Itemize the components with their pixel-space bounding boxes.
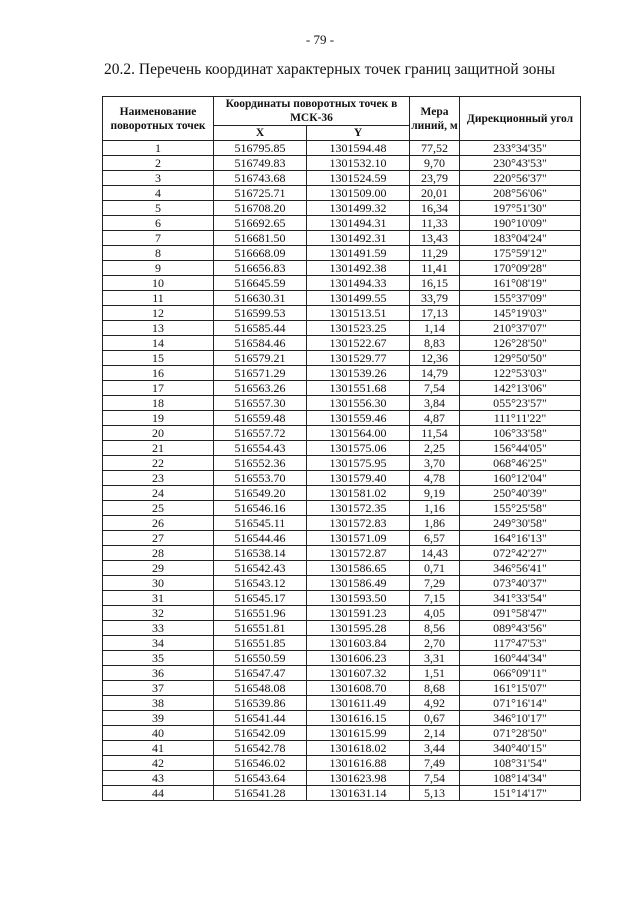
cell-x: 516541.28 — [214, 786, 307, 801]
table-row — [103, 336, 581, 351]
cell-angle: 117°47'53" — [460, 636, 581, 651]
cell-length: 0,71 — [410, 561, 460, 576]
cell-point: 29 — [103, 561, 214, 576]
cell-x: 516546.02 — [214, 756, 307, 771]
cell-x: 516749.83 — [214, 156, 307, 171]
cell-angle: 155°25'58" — [460, 501, 581, 516]
table-row — [103, 231, 581, 246]
cell-x: 516692.65 — [214, 216, 307, 231]
cell-length: 3,44 — [410, 741, 460, 756]
table-row — [103, 501, 581, 516]
cell-length: 4,05 — [410, 606, 460, 621]
cell-angle: 111°11'22" — [460, 411, 581, 426]
cell-y: 1301631.14 — [307, 786, 410, 801]
table-row — [103, 141, 581, 156]
table-row — [103, 411, 581, 426]
cell-angle: 126°28'50" — [460, 336, 581, 351]
header-coordinates: Координаты поворотных точек в МСК-36 — [214, 97, 410, 126]
table-row — [103, 621, 581, 636]
cell-angle: 055°23'57" — [460, 396, 581, 411]
cell-point: 32 — [103, 606, 214, 621]
cell-x: 516542.78 — [214, 741, 307, 756]
cell-angle: 091°58'47" — [460, 606, 581, 621]
table-row — [103, 456, 581, 471]
cell-point: 43 — [103, 771, 214, 786]
cell-x: 516547.47 — [214, 666, 307, 681]
cell-x: 516542.43 — [214, 561, 307, 576]
cell-length: 9,19 — [410, 486, 460, 501]
cell-angle: 164°16'13" — [460, 531, 581, 546]
cell-y: 1301575.95 — [307, 456, 410, 471]
table-row — [103, 771, 581, 786]
cell-y: 1301492.38 — [307, 261, 410, 276]
cell-angle: 071°28'50" — [460, 726, 581, 741]
cell-point: 26 — [103, 516, 214, 531]
cell-point: 11 — [103, 291, 214, 306]
cell-length: 7,15 — [410, 591, 460, 606]
table-row — [103, 471, 581, 486]
cell-point: 28 — [103, 546, 214, 561]
cell-x: 516559.48 — [214, 411, 307, 426]
table-row — [103, 726, 581, 741]
cell-length: 1,16 — [410, 501, 460, 516]
header-y: Y — [307, 126, 410, 141]
cell-point: 4 — [103, 186, 214, 201]
cell-x: 516545.11 — [214, 516, 307, 531]
cell-point: 35 — [103, 651, 214, 666]
cell-point: 5 — [103, 201, 214, 216]
cell-angle: 145°19'03" — [460, 306, 581, 321]
cell-angle: 072°42'27" — [460, 546, 581, 561]
cell-y: 1301586.65 — [307, 561, 410, 576]
cell-angle: 183°04'24" — [460, 231, 581, 246]
cell-point: 36 — [103, 666, 214, 681]
cell-y: 1301513.51 — [307, 306, 410, 321]
cell-point: 39 — [103, 711, 214, 726]
cell-y: 1301572.87 — [307, 546, 410, 561]
cell-y: 1301564.00 — [307, 426, 410, 441]
cell-x: 516553.70 — [214, 471, 307, 486]
cell-length: 11,29 — [410, 246, 460, 261]
table-row — [103, 786, 581, 801]
cell-angle: 170°09'28" — [460, 261, 581, 276]
cell-angle: 142°13'06" — [460, 381, 581, 396]
cell-angle: 161°15'07" — [460, 681, 581, 696]
cell-y: 1301572.35 — [307, 501, 410, 516]
table-row — [103, 306, 581, 321]
header-point-name: Наименование поворотных точек — [103, 97, 214, 141]
cell-y: 1301608.70 — [307, 681, 410, 696]
cell-x: 516550.59 — [214, 651, 307, 666]
table-row — [103, 171, 581, 186]
table-row — [103, 321, 581, 336]
cell-length: 1,14 — [410, 321, 460, 336]
cell-y: 1301593.50 — [307, 591, 410, 606]
cell-y: 1301606.23 — [307, 651, 410, 666]
cell-x: 516551.96 — [214, 606, 307, 621]
cell-angle: 156°44'05" — [460, 441, 581, 456]
cell-length: 33,79 — [410, 291, 460, 306]
cell-length: 3,70 — [410, 456, 460, 471]
table-row — [103, 486, 581, 501]
cell-length: 3,84 — [410, 396, 460, 411]
cell-angle: 230°43'53" — [460, 156, 581, 171]
cell-x: 516584.46 — [214, 336, 307, 351]
cell-y: 1301499.32 — [307, 201, 410, 216]
cell-y: 1301492.31 — [307, 231, 410, 246]
cell-length: 5,13 — [410, 786, 460, 801]
cell-point: 41 — [103, 741, 214, 756]
cell-length: 16,34 — [410, 201, 460, 216]
cell-length: 4,87 — [410, 411, 460, 426]
cell-y: 1301611.49 — [307, 696, 410, 711]
cell-angle: 160°12'04" — [460, 471, 581, 486]
cell-length: 1,51 — [410, 666, 460, 681]
cell-x: 516681.50 — [214, 231, 307, 246]
table-row — [103, 741, 581, 756]
cell-point: 42 — [103, 756, 214, 771]
cell-x: 516548.08 — [214, 681, 307, 696]
cell-x: 516544.46 — [214, 531, 307, 546]
cell-y: 1301494.33 — [307, 276, 410, 291]
cell-angle: 210°37'07" — [460, 321, 581, 336]
cell-point: 30 — [103, 576, 214, 591]
cell-length: 13,43 — [410, 231, 460, 246]
cell-x: 516552.36 — [214, 456, 307, 471]
cell-point: 1 — [103, 141, 214, 156]
cell-y: 1301607.32 — [307, 666, 410, 681]
cell-x: 516725.71 — [214, 186, 307, 201]
cell-x: 516585.44 — [214, 321, 307, 336]
table-row — [103, 756, 581, 771]
cell-angle: 066°09'11" — [460, 666, 581, 681]
page-number: - 79 - — [305, 32, 335, 47]
cell-x: 516549.20 — [214, 486, 307, 501]
cell-y: 1301616.15 — [307, 711, 410, 726]
cell-x: 516551.81 — [214, 621, 307, 636]
cell-y: 1301523.25 — [307, 321, 410, 336]
cell-x: 516579.21 — [214, 351, 307, 366]
table-row — [103, 261, 581, 276]
cell-x: 516743.68 — [214, 171, 307, 186]
cell-point: 25 — [103, 501, 214, 516]
cell-y: 1301532.10 — [307, 156, 410, 171]
cell-point: 24 — [103, 486, 214, 501]
cell-x: 516795.85 — [214, 141, 307, 156]
table-row — [103, 426, 581, 441]
cell-angle: 160°44'34" — [460, 651, 581, 666]
cell-point: 31 — [103, 591, 214, 606]
table-row — [103, 711, 581, 726]
cell-y: 1301551.68 — [307, 381, 410, 396]
cell-y: 1301581.02 — [307, 486, 410, 501]
cell-point: 10 — [103, 276, 214, 291]
cell-length: 11,33 — [410, 216, 460, 231]
cell-angle: 346°56'41" — [460, 561, 581, 576]
header-direction-angle: Дирекционный угол — [460, 97, 581, 141]
cell-length: 8,56 — [410, 621, 460, 636]
cell-y: 1301579.40 — [307, 471, 410, 486]
cell-y: 1301595.28 — [307, 621, 410, 636]
cell-angle: 089°43'56" — [460, 621, 581, 636]
cell-point: 37 — [103, 681, 214, 696]
table-row — [103, 576, 581, 591]
table-row — [103, 516, 581, 531]
cell-y: 1301615.99 — [307, 726, 410, 741]
table-row — [103, 186, 581, 201]
cell-point: 2 — [103, 156, 214, 171]
cell-point: 22 — [103, 456, 214, 471]
cell-length: 16,15 — [410, 276, 460, 291]
cell-point: 16 — [103, 366, 214, 381]
cell-length: 2,25 — [410, 441, 460, 456]
cell-y: 1301616.88 — [307, 756, 410, 771]
cell-angle: 340°40'15" — [460, 741, 581, 756]
table-row — [103, 276, 581, 291]
cell-length: 7,49 — [410, 756, 460, 771]
cell-y: 1301556.30 — [307, 396, 410, 411]
cell-point: 34 — [103, 636, 214, 651]
table-row — [103, 396, 581, 411]
cell-length: 12,36 — [410, 351, 460, 366]
cell-angle: 249°30'58" — [460, 516, 581, 531]
cell-point: 15 — [103, 351, 214, 366]
cell-x: 516656.83 — [214, 261, 307, 276]
table-row — [103, 546, 581, 561]
cell-x: 516543.12 — [214, 576, 307, 591]
cell-point: 13 — [103, 321, 214, 336]
cell-x: 516708.20 — [214, 201, 307, 216]
coordinates-table — [102, 96, 581, 801]
table-row — [103, 651, 581, 666]
table-row — [103, 441, 581, 456]
cell-point: 12 — [103, 306, 214, 321]
cell-length: 3,31 — [410, 651, 460, 666]
cell-point: 17 — [103, 381, 214, 396]
cell-point: 6 — [103, 216, 214, 231]
cell-point: 44 — [103, 786, 214, 801]
cell-y: 1301529.77 — [307, 351, 410, 366]
table-row — [103, 561, 581, 576]
cell-y: 1301575.06 — [307, 441, 410, 456]
cell-angle: 341°33'54" — [460, 591, 581, 606]
table-row — [103, 201, 581, 216]
cell-angle: 071°16'14" — [460, 696, 581, 711]
table-row — [103, 291, 581, 306]
cell-y: 1301509.00 — [307, 186, 410, 201]
cell-point: 23 — [103, 471, 214, 486]
header-line-length: Мера линий, м — [410, 97, 460, 141]
cell-length: 2,70 — [410, 636, 460, 651]
cell-length: 4,92 — [410, 696, 460, 711]
cell-angle: 073°40'37" — [460, 576, 581, 591]
cell-x: 516538.14 — [214, 546, 307, 561]
cell-x: 516551.85 — [214, 636, 307, 651]
cell-length: 11,41 — [410, 261, 460, 276]
cell-point: 8 — [103, 246, 214, 261]
table-row — [103, 531, 581, 546]
cell-y: 1301586.49 — [307, 576, 410, 591]
cell-angle: 155°37'09" — [460, 291, 581, 306]
cell-angle: 068°46'25" — [460, 456, 581, 471]
cell-y: 1301618.02 — [307, 741, 410, 756]
cell-y: 1301572.83 — [307, 516, 410, 531]
cell-x: 516557.72 — [214, 426, 307, 441]
cell-point: 20 — [103, 426, 214, 441]
cell-length: 6,57 — [410, 531, 460, 546]
cell-x: 516546.16 — [214, 501, 307, 516]
cell-angle: 108°14'34" — [460, 771, 581, 786]
table-row — [103, 591, 581, 606]
cell-angle: 122°53'03" — [460, 366, 581, 381]
cell-y: 1301524.59 — [307, 171, 410, 186]
cell-point: 14 — [103, 336, 214, 351]
cell-y: 1301623.98 — [307, 771, 410, 786]
cell-x: 516554.43 — [214, 441, 307, 456]
cell-y: 1301559.46 — [307, 411, 410, 426]
cell-x: 516668.09 — [214, 246, 307, 261]
table-row — [103, 606, 581, 621]
cell-y: 1301571.09 — [307, 531, 410, 546]
table-row — [103, 636, 581, 651]
cell-x: 516645.59 — [214, 276, 307, 291]
cell-y: 1301603.84 — [307, 636, 410, 651]
cell-length: 1,86 — [410, 516, 460, 531]
table-row — [103, 681, 581, 696]
cell-point: 19 — [103, 411, 214, 426]
cell-x: 516539.86 — [214, 696, 307, 711]
cell-point: 3 — [103, 171, 214, 186]
table-row — [103, 366, 581, 381]
cell-length: 2,14 — [410, 726, 460, 741]
cell-length: 0,67 — [410, 711, 460, 726]
cell-length: 7,29 — [410, 576, 460, 591]
cell-angle: 220°56'37" — [460, 171, 581, 186]
table-row — [103, 246, 581, 261]
cell-length: 23,79 — [410, 171, 460, 186]
cell-length: 77,52 — [410, 141, 460, 156]
table-row — [103, 156, 581, 171]
cell-y: 1301591.23 — [307, 606, 410, 621]
cell-y: 1301539.26 — [307, 366, 410, 381]
cell-x: 516541.44 — [214, 711, 307, 726]
section-heading: 20.2. Перечень координат характерных точек границ защитной зоны — [104, 61, 556, 78]
cell-point: 38 — [103, 696, 214, 711]
cell-angle: 250°40'39" — [460, 486, 581, 501]
table-row — [103, 351, 581, 366]
cell-point: 9 — [103, 261, 214, 276]
cell-point: 27 — [103, 531, 214, 546]
cell-angle: 129°50'50" — [460, 351, 581, 366]
table-row — [103, 216, 581, 231]
cell-angle: 233°34'35" — [460, 141, 581, 156]
cell-angle: 151°14'17" — [460, 786, 581, 801]
cell-angle: 161°08'19" — [460, 276, 581, 291]
cell-y: 1301499.55 — [307, 291, 410, 306]
cell-length: 14,79 — [410, 366, 460, 381]
cell-length: 14,43 — [410, 546, 460, 561]
cell-length: 8,68 — [410, 681, 460, 696]
cell-point: 21 — [103, 441, 214, 456]
cell-x: 516630.31 — [214, 291, 307, 306]
cell-point: 7 — [103, 231, 214, 246]
cell-x: 516571.29 — [214, 366, 307, 381]
table-row — [103, 666, 581, 681]
cell-x: 516557.30 — [214, 396, 307, 411]
cell-length: 8,83 — [410, 336, 460, 351]
table-row — [103, 696, 581, 711]
cell-x: 516599.53 — [214, 306, 307, 321]
cell-angle: 190°10'09" — [460, 216, 581, 231]
cell-length: 9,70 — [410, 156, 460, 171]
cell-angle: 197°51'30" — [460, 201, 581, 216]
cell-y: 1301594.48 — [307, 141, 410, 156]
cell-x: 516543.64 — [214, 771, 307, 786]
cell-angle: 346°10'17" — [460, 711, 581, 726]
cell-length: 17,13 — [410, 306, 460, 321]
cell-length: 4,78 — [410, 471, 460, 486]
cell-angle: 106°33'58" — [460, 426, 581, 441]
cell-angle: 175°59'12" — [460, 246, 581, 261]
cell-length: 7,54 — [410, 771, 460, 786]
header-x: X — [214, 126, 307, 141]
table-body — [103, 141, 581, 801]
cell-length: 20,01 — [410, 186, 460, 201]
cell-x: 516545.17 — [214, 591, 307, 606]
table-row — [103, 381, 581, 396]
cell-x: 516563.26 — [214, 381, 307, 396]
cell-y: 1301522.67 — [307, 336, 410, 351]
cell-point: 40 — [103, 726, 214, 741]
cell-y: 1301491.59 — [307, 246, 410, 261]
cell-point: 33 — [103, 621, 214, 636]
cell-length: 7,54 — [410, 381, 460, 396]
cell-length: 11,54 — [410, 426, 460, 441]
cell-angle: 108°31'54" — [460, 756, 581, 771]
cell-point: 18 — [103, 396, 214, 411]
cell-angle: 208°56'06" — [460, 186, 581, 201]
cell-y: 1301494.31 — [307, 216, 410, 231]
cell-x: 516542.09 — [214, 726, 307, 741]
